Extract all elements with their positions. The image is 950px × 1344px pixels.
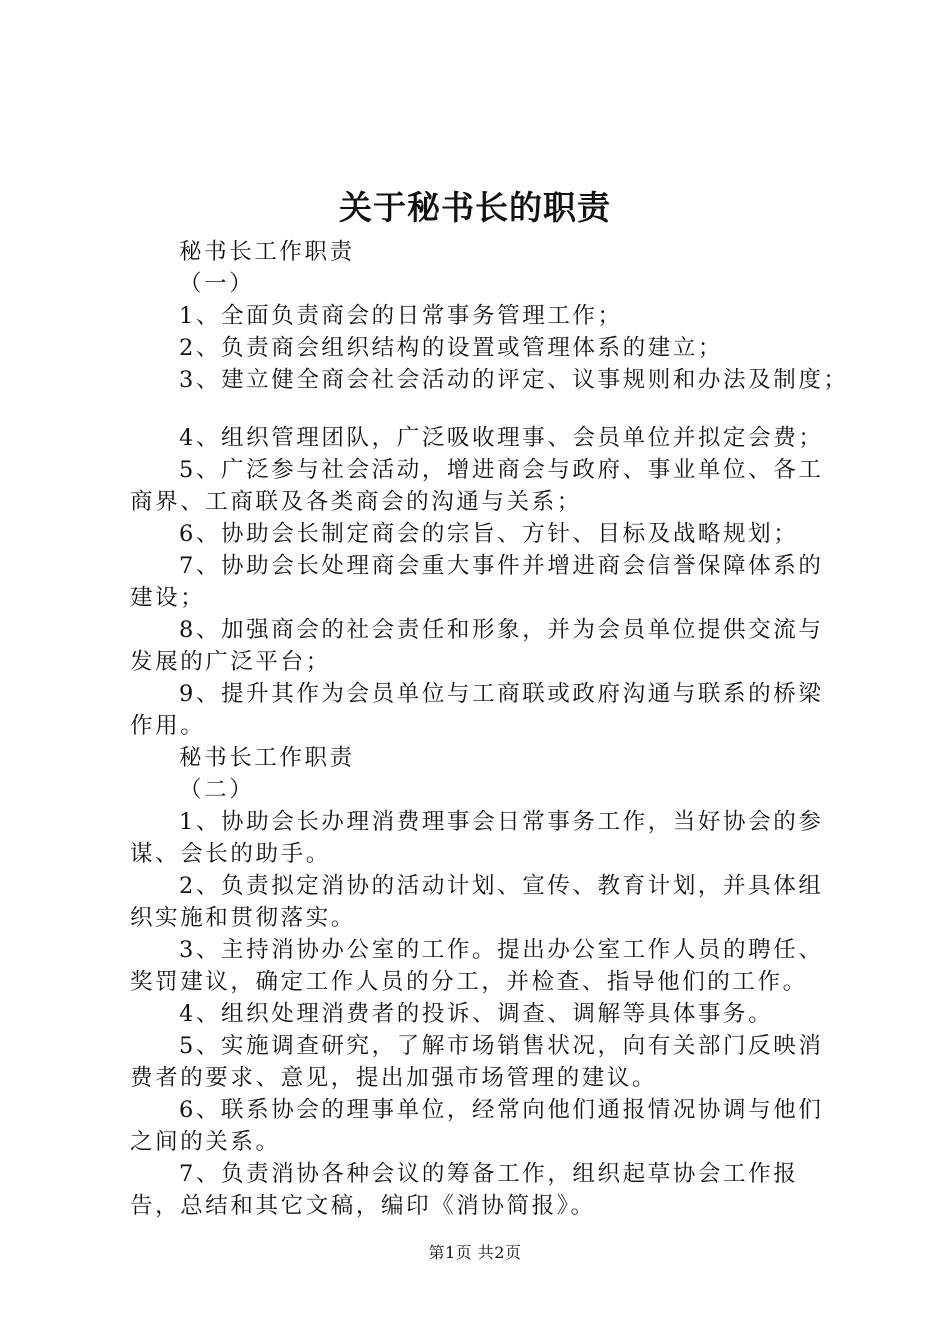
- section-1-item: 8、加强商会的社会责任和形象，并为会员单位提供交流与发展的广泛平台；: [130, 617, 824, 675]
- section-1-item: 2、负责商会组织结构的设置或管理体系的建立；: [179, 335, 724, 361]
- section-1-item: 5、广泛参与社会活动，增进商会与政府、事业单位、各工商界、工商联及各类商会的沟通与关系；: [130, 457, 824, 515]
- section-2-item: 1、协助会长办理消费理事会日常事务工作，当好协会的参谋、会长的助手。: [130, 809, 824, 867]
- section-1-subheading: （一）: [179, 271, 255, 297]
- section-2-item: 6、联系协会的理事单位，经常向他们通报情况协调与他们之间的关系。: [130, 1097, 824, 1155]
- section-1-item: 9、提升其作为会员单位与工商联或政府沟通与联系的桥梁作用。: [130, 681, 824, 739]
- section-1-item: 6、协助会长制定商会的宗旨、方针、目标及战略规划；: [179, 521, 799, 547]
- section-1-item: 4、组织管理团队，广泛吸收理事、会员单位并拟定会费；: [179, 425, 824, 451]
- section-2-subheading: （二）: [179, 777, 255, 803]
- document-title: 关于秘书长的职责: [339, 188, 611, 227]
- section-1-item: 7、协助会长处理商会重大事件并增进商会信誉保障体系的建设；: [130, 553, 824, 611]
- section-1-item: 3、建立健全商会社会活动的评定、议事规则和办法及制度；: [179, 367, 849, 393]
- page-number-footer: 第1页 共2页: [428, 1243, 522, 1262]
- section-2-item: 2、负责拟定消协的活动计划、宣传、教育计划，并具体组织实施和贯彻落实。: [130, 873, 824, 931]
- section-2-item: 7、负责消协各种会议的筹备工作，组织起草协会工作报告，总结和其它文稿，编印《消协简报》。: [130, 1161, 799, 1219]
- section-2-heading: 秘书长工作职责: [179, 745, 355, 771]
- document-body: [130, 236, 849, 1222]
- section-1-heading: 秘书长工作职责: [179, 239, 355, 265]
- section-2-item: 3、主持消协办公室的工作。提出办公室工作人员的聘任、奖罚建议，确定工作人员的分工，并检查、指导他们的工作。: [130, 937, 824, 995]
- section-2-item: 5、实施调查研究，了解市场销售状况，向有关部门反映消费者的要求、意见，提出加强市场管理的建议。: [130, 1033, 824, 1091]
- section-1-item: 1、全面负责商会的日常事务管理工作；: [179, 303, 623, 329]
- paragraph-spacer: [130, 396, 835, 422]
- section-2-item: 4、组织处理消费者的投诉、调查、调解等具体事务。: [179, 1001, 774, 1027]
